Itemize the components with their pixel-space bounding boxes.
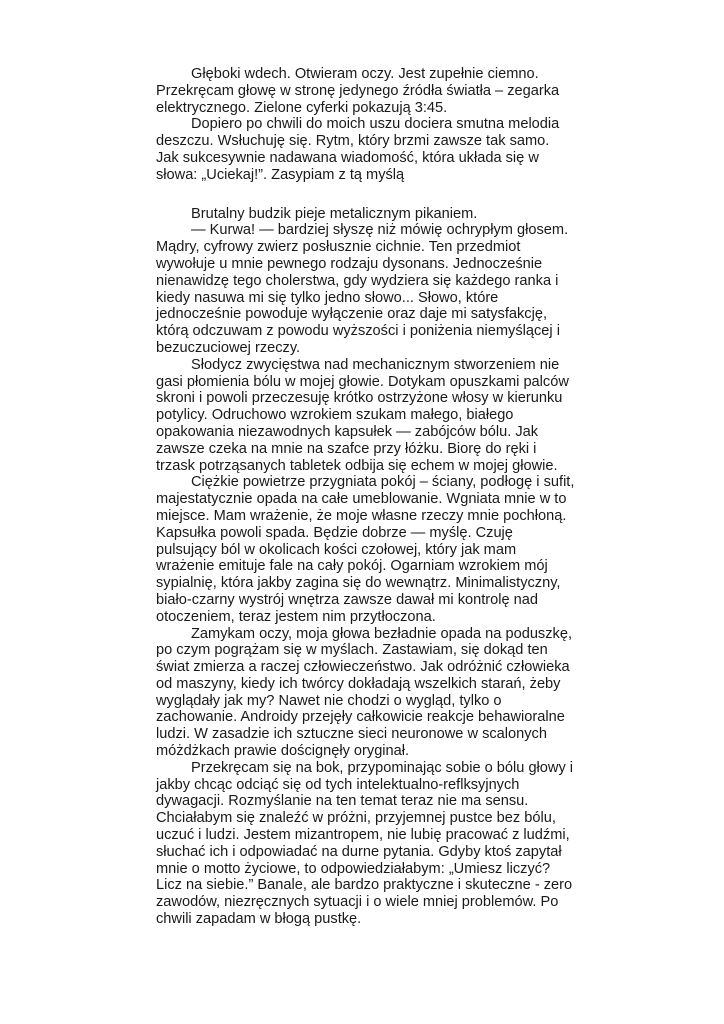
paragraph: Przekręcam się na bok, przypominając sobie o bólu głowy i jakby chcąc odciąć się od tych intelektualno-reflksyjnych dywagacji. Rozmyślanie na ten temat teraz nie ma sensu. Chciałabym się znaleźć w próżni, przyjemnej pustce bez bólu, uczuć i ludzi. Jestem mizantropem, nie lubię pracować z ludźmi, słuchać ich i odpowiadać na durne pytania. Gdyby ktoś zapytał mnie o motto życiowe, to odpowiedziałabym: „Umiesz liczyć? Licz na siebie.” Banale, ale bardzo praktyczne i skuteczne - zero zawodów, niezręcznych sytuacji i o wiele mniej problemów. Po chwili zapadam w błogą pustkę. xyxy=(156,759,574,928)
paragraph: Słodycz zwycięstwa nad mechanicznym stworzeniem nie gasi płomienia bólu w mojej głowie. Dotykam opuszkami palców skroni i powoli przeczesuję krótko ostrzyżone włosy w kierunku potylicy. Odruchowo wzrokiem szukam małego, białego opakowania niezawodnych kapsułek — zabójców bólu. Jak zawsze czeka na mnie na szafce przy łóżku. Biorę do ręki i trzask potrząsanych tabletek odbija się echem w mojej głowie. xyxy=(156,356,569,474)
paragraph: Ciężkie powietrze przygniata pokój – ściany, podłogę i sufit, majestatycznie opada na całe umeblowanie. Wgniata mnie w to miejsce. Mam wrażenie, że moje własne rzeczy mnie pochłoną. Kapsułka powoli spada. Będzie dobrze — myślę. Czuję pulsujący ból w okolicach kości czołowej, który jak mam wrażenie emituje fale na cały pokój. Ogarniam wzrokiem mój sypialnię, która jakby zagina się do wewnątrz. Minimalistyczny, biało-czarny wystrój wnętrza zawsze dawał mi kontrolę nad otoczeniem, teraz jestem nim przytłoczona. xyxy=(156,474,575,625)
paragraph: — Kurwa! — bardziej słyszę niż mówię ochrypłym głosem. Mądry, cyfrowy zwierz posłusznie cichnie. Ten przedmiot wywołuje u mnie pewnego rodzaju dysonans. Jednocześnie nienawidzę tego cholerstwa, gdy wydziera się każdego ranka i kiedy nasuwa mi się tylko jedno słowo... Słowo, które jednocześnie powoduje wyłączenie oraz daje mi satysfakcję, którą odczuwam z powodu wyższości i poniżenia niemyślącej i bezuczuciowej rzeczy. xyxy=(156,222,569,356)
document-page xyxy=(156,66,576,928)
paragraph: Głęboki wdech. Otwieram oczy. Jest zupełnie ciemno. Przekręcam głowę w stronę jedynego źródła światła – zegarka elektrycznego. Zielone cyferki pokazują 3:45. xyxy=(156,66,560,116)
paragraph: Brutalny budzik pieje metalicznym pikaniem. xyxy=(191,205,478,222)
paragraph: Dopiero po chwili do moich uszu dociera smutna melodia deszczu. Wsłuchuję się. Rytm, który brzmi zawsze tak samo. Jak sukcesywnie nadawana wiadomość, która układa się w słowa: „Uciekaj!”. Zasypiam z tą myślą xyxy=(156,116,560,183)
section-break xyxy=(156,184,576,206)
paragraph: Zamykam oczy, moja głowa bezładnie opada na poduszkę, po czym pogrążam się w myślach. Zastawiam, się dokąd ten świat zmierza a raczej człowieczeństwo. Jak odróżnić człowieka od maszyny, kiedy ich twórcy dokładają wszelkich starań, żeby wyglądały jak my? Nawet nie chodzi o wygląd, tylko o zachowanie. Androidy przejęły całkowicie reakcje behawioralne ludzi. W zasadzie ich sztuczne sieci neuronowe w scalonych móżdżkach prawie doścignęły oryginał. xyxy=(156,625,572,760)
